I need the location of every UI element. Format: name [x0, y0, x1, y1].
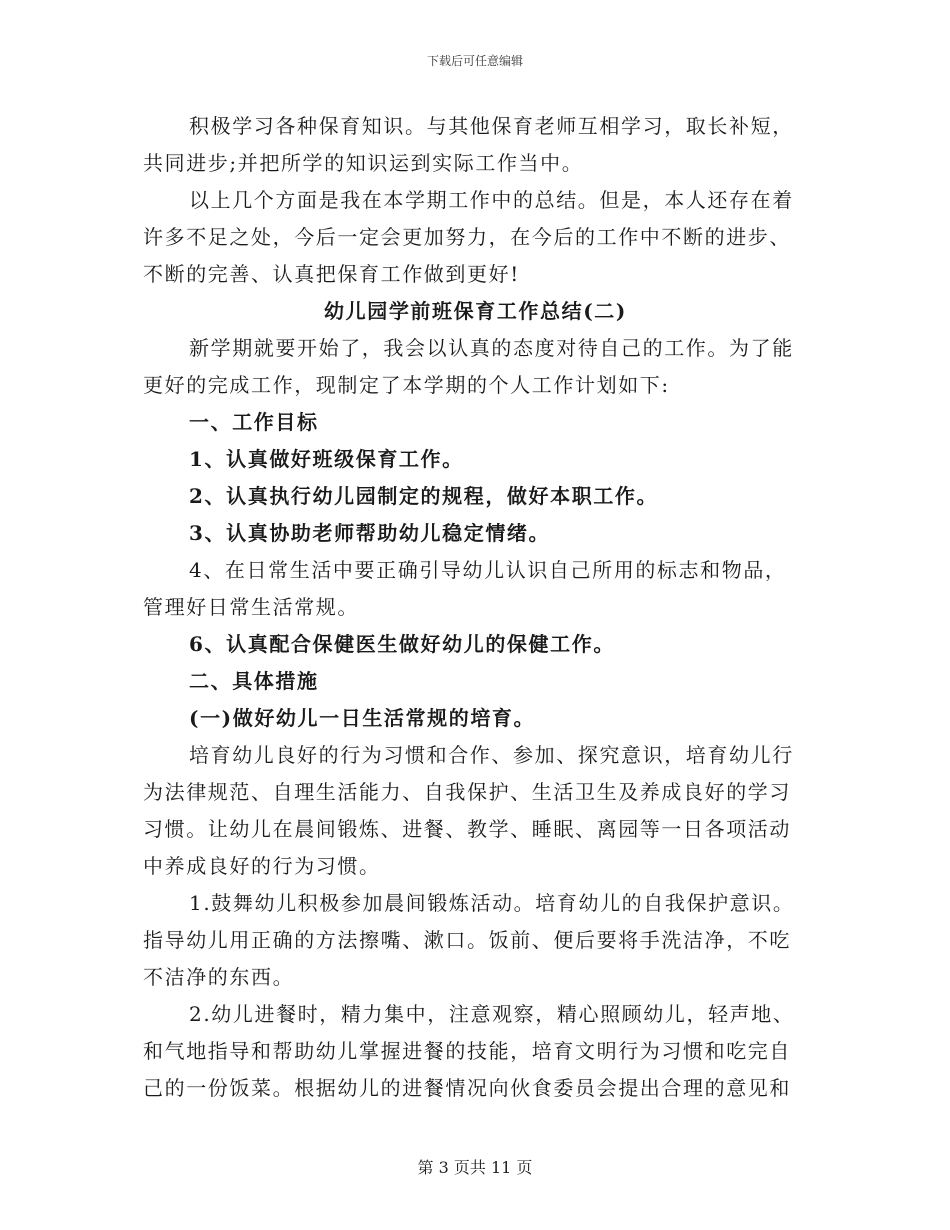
list-item: 2、认真执行幼儿园制定的规程，做好本职工作。 — [189, 484, 659, 508]
paragraph: 以上几个方面是我在本学期工作中的总结。但是，本人还存在着许多不足之处，今后一定会更加努力，在今后的工作中不断的进步、不断的完善、认真把保育工作做到更好! — [143, 188, 794, 286]
page-header-note: 下载后可任意编辑 — [426, 54, 523, 68]
subheading: (一)做好幼儿一日生活常规的培育。 — [189, 706, 536, 730]
paragraph: 新学期就要开始了，我会以认真的态度对待自己的工作。为了能更好的完成工作，现制定了本学期的个人工作计划如下: — [143, 336, 794, 397]
heading-measures: 二、具体措施 — [189, 669, 319, 693]
section-title: 幼儿园学前班保育工作总结(二) — [324, 299, 627, 323]
list-item: 3、认真协助老师帮助幼儿稳定情绪。 — [189, 521, 551, 545]
paragraph: 积极学习各种保育知识。与其他保育老师互相学习，取长补短，共同进步;并把所学的知识运到实际工作当中。 — [143, 114, 794, 175]
document-body — [143, 108, 808, 1107]
paragraph: 培育幼儿良好的行为习惯和合作、参加、探究意识，培育幼儿行为法律规范、自理生活能力、自我保护、生活卫生及养成良好的学习习惯。让幼儿在晨间锻炼、进餐、教学、睡眠、离园等一日各项活动中养成良好的行为习惯。 — [143, 743, 794, 878]
paragraph: 1.鼓舞幼儿积极参加晨间锻炼活动。培育幼儿的自我保护意识。指导幼儿用正确的方法擦嘴、漱口。饭前、便后要将手洗洁净，不吃不洁净的东西。 — [143, 891, 795, 989]
paragraph: 2.幼儿进餐时，精力集中，注意观察，精心照顾幼儿，轻声地、和气地指导和帮助幼儿掌握进餐的技能，培育文明行为习惯和吃完自己的一份饭菜。根据幼儿的进餐情况向伙食委员会提出合理的意见和 — [143, 1002, 795, 1100]
page-number: 第 3 页共 11 页 — [417, 1158, 533, 1177]
list-item: 1、认真做好班级保育工作。 — [189, 447, 464, 471]
list-item: 6、认真配合保健医生做好幼儿的保健工作。 — [189, 632, 615, 656]
heading-goals: 一、工作目标 — [189, 410, 319, 434]
list-item: 4、在日常生活中要正确引导幼儿认识自己所用的标志和物品，管理好日常生活常规。 — [143, 558, 787, 619]
